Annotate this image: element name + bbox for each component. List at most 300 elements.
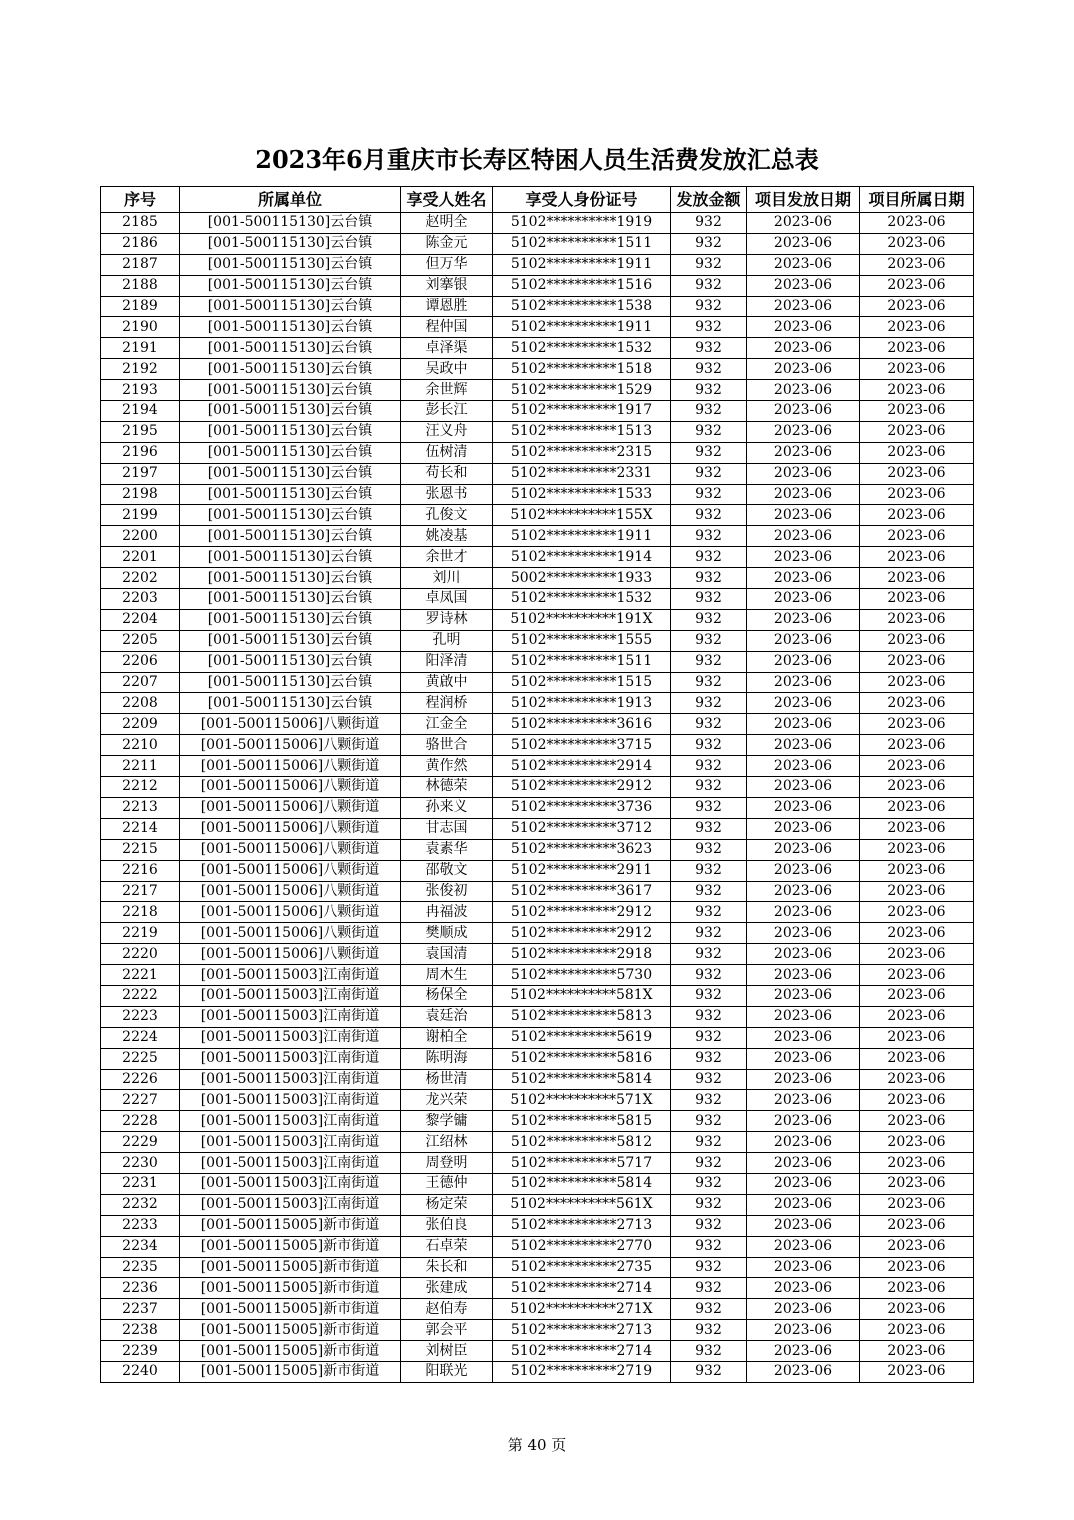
cell-issue-date: 2023-06 xyxy=(747,275,860,296)
cell-amount: 932 xyxy=(671,1320,747,1341)
cell-index: 2198 xyxy=(101,484,180,505)
cell-id-number: 5002**********1933 xyxy=(493,568,671,589)
cell-unit: [001-500115003]江南街道 xyxy=(180,1090,401,1111)
cell-issue-date: 2023-06 xyxy=(747,442,860,463)
cell-id-number: 5102**********1538 xyxy=(493,296,671,317)
cell-period-date: 2023-06 xyxy=(860,338,974,359)
cell-index: 2232 xyxy=(101,1194,180,1215)
cell-unit: [001-500115006]八颗街道 xyxy=(180,944,401,965)
cell-period-date: 2023-06 xyxy=(860,275,974,296)
cell-unit: [001-500115003]江南街道 xyxy=(180,1069,401,1090)
table-body xyxy=(101,213,974,1383)
cell-unit: [001-500115006]八颗街道 xyxy=(180,714,401,735)
column-header-id-number: 享受人身份证号 xyxy=(493,187,671,213)
cell-period-date: 2023-06 xyxy=(860,213,974,234)
cell-period-date: 2023-06 xyxy=(860,735,974,756)
cell-amount: 932 xyxy=(671,839,747,860)
cell-issue-date: 2023-06 xyxy=(747,609,860,630)
cell-amount: 932 xyxy=(671,442,747,463)
cell-index: 2236 xyxy=(101,1278,180,1299)
data-table xyxy=(100,186,974,1383)
cell-id-number: 5102**********2911 xyxy=(493,860,671,881)
cell-amount: 932 xyxy=(671,463,747,484)
cell-issue-date: 2023-06 xyxy=(747,338,860,359)
cell-id-number: 5102**********1555 xyxy=(493,630,671,651)
cell-unit: [001-500115130]云台镇 xyxy=(180,547,401,568)
cell-issue-date: 2023-06 xyxy=(747,1090,860,1111)
cell-id-number: 5102**********1529 xyxy=(493,380,671,401)
cell-index: 2205 xyxy=(101,630,180,651)
cell-amount: 932 xyxy=(671,944,747,965)
cell-issue-date: 2023-06 xyxy=(747,756,860,777)
cell-amount: 932 xyxy=(671,985,747,1006)
cell-issue-date: 2023-06 xyxy=(747,1132,860,1153)
cell-name: 龙兴荣 xyxy=(401,1090,493,1111)
cell-amount: 932 xyxy=(671,923,747,944)
table-row xyxy=(101,797,974,818)
table-row xyxy=(101,1069,974,1090)
cell-index: 2193 xyxy=(101,380,180,401)
cell-unit: [001-500115130]云台镇 xyxy=(180,275,401,296)
cell-name: 孔俊文 xyxy=(401,505,493,526)
cell-unit: [001-500115005]新市街道 xyxy=(180,1320,401,1341)
table-row xyxy=(101,1006,974,1027)
cell-name: 袁国清 xyxy=(401,944,493,965)
cell-name: 杨定荣 xyxy=(401,1194,493,1215)
column-header-amount: 发放金额 xyxy=(671,187,747,213)
cell-index: 2219 xyxy=(101,923,180,944)
cell-amount: 932 xyxy=(671,672,747,693)
table-row xyxy=(101,630,974,651)
cell-unit: [001-500115003]江南街道 xyxy=(180,1048,401,1069)
table-row xyxy=(101,359,974,380)
cell-index: 2204 xyxy=(101,609,180,630)
cell-unit: [001-500115006]八颗街道 xyxy=(180,881,401,902)
cell-amount: 932 xyxy=(671,1257,747,1278)
cell-index: 2207 xyxy=(101,672,180,693)
cell-name: 石卓荣 xyxy=(401,1236,493,1257)
cell-issue-date: 2023-06 xyxy=(747,651,860,672)
page-title: 2023年6月重庆市长寿区特困人员生活费发放汇总表 xyxy=(255,145,819,174)
cell-amount: 932 xyxy=(671,421,747,442)
cell-period-date: 2023-06 xyxy=(860,756,974,777)
cell-amount: 932 xyxy=(671,860,747,881)
table-row xyxy=(101,902,974,923)
cell-name: 谭恩胜 xyxy=(401,296,493,317)
cell-period-date: 2023-06 xyxy=(860,839,974,860)
cell-name: 赵伯寿 xyxy=(401,1299,493,1320)
table-row xyxy=(101,609,974,630)
cell-period-date: 2023-06 xyxy=(860,1320,974,1341)
cell-name: 张建成 xyxy=(401,1278,493,1299)
cell-period-date: 2023-06 xyxy=(860,1132,974,1153)
column-header-unit: 所属单位 xyxy=(180,187,401,213)
cell-issue-date: 2023-06 xyxy=(747,1361,860,1382)
cell-id-number: 5102**********1917 xyxy=(493,401,671,422)
cell-id-number: 5102**********191X xyxy=(493,609,671,630)
cell-name: 王德仲 xyxy=(401,1173,493,1194)
cell-id-number: 5102**********5619 xyxy=(493,1027,671,1048)
cell-period-date: 2023-06 xyxy=(860,777,974,798)
table-row xyxy=(101,213,974,234)
cell-index: 2229 xyxy=(101,1132,180,1153)
cell-name: 赵明全 xyxy=(401,213,493,234)
table-row xyxy=(101,1236,974,1257)
cell-unit: [001-500115130]云台镇 xyxy=(180,526,401,547)
cell-id-number: 5102**********2719 xyxy=(493,1361,671,1382)
page-number: 第 40 页 xyxy=(507,1436,567,1454)
table-row xyxy=(101,965,974,986)
cell-unit: [001-500115130]云台镇 xyxy=(180,609,401,630)
cell-index: 2202 xyxy=(101,568,180,589)
cell-unit: [001-500115003]江南街道 xyxy=(180,1006,401,1027)
cell-id-number: 5102**********3712 xyxy=(493,818,671,839)
cell-period-date: 2023-06 xyxy=(860,1257,974,1278)
table-row xyxy=(101,1194,974,1215)
cell-index: 2190 xyxy=(101,317,180,338)
cell-unit: [001-500115005]新市街道 xyxy=(180,1257,401,1278)
cell-id-number: 5102**********3623 xyxy=(493,839,671,860)
cell-issue-date: 2023-06 xyxy=(747,818,860,839)
table-row xyxy=(101,735,974,756)
table-row xyxy=(101,985,974,1006)
cell-unit: [001-500115130]云台镇 xyxy=(180,380,401,401)
cell-name: 江金全 xyxy=(401,714,493,735)
cell-issue-date: 2023-06 xyxy=(747,1278,860,1299)
cell-amount: 932 xyxy=(671,484,747,505)
cell-index: 2206 xyxy=(101,651,180,672)
cell-name: 樊顺成 xyxy=(401,923,493,944)
cell-id-number: 5102**********3616 xyxy=(493,714,671,735)
table-row xyxy=(101,442,974,463)
cell-issue-date: 2023-06 xyxy=(747,714,860,735)
table-row xyxy=(101,547,974,568)
cell-period-date: 2023-06 xyxy=(860,797,974,818)
cell-amount: 932 xyxy=(671,296,747,317)
cell-issue-date: 2023-06 xyxy=(747,380,860,401)
cell-unit: [001-500115130]云台镇 xyxy=(180,233,401,254)
cell-amount: 932 xyxy=(671,902,747,923)
cell-period-date: 2023-06 xyxy=(860,1278,974,1299)
table-row xyxy=(101,818,974,839)
cell-name: 陈金元 xyxy=(401,233,493,254)
cell-issue-date: 2023-06 xyxy=(747,254,860,275)
cell-amount: 932 xyxy=(671,317,747,338)
cell-index: 2186 xyxy=(101,233,180,254)
cell-unit: [001-500115130]云台镇 xyxy=(180,568,401,589)
cell-amount: 932 xyxy=(671,1215,747,1236)
table-row xyxy=(101,1153,974,1174)
table-row xyxy=(101,1132,974,1153)
column-header-issue-date: 项目发放日期 xyxy=(747,187,860,213)
cell-name: 刘搴银 xyxy=(401,275,493,296)
cell-unit: [001-500115005]新市街道 xyxy=(180,1278,401,1299)
cell-issue-date: 2023-06 xyxy=(747,233,860,254)
cell-amount: 932 xyxy=(671,1069,747,1090)
table-row xyxy=(101,1299,974,1320)
cell-name: 邵敬文 xyxy=(401,860,493,881)
cell-id-number: 5102**********561X xyxy=(493,1194,671,1215)
table-row xyxy=(101,1111,974,1132)
cell-amount: 932 xyxy=(671,568,747,589)
cell-index: 2222 xyxy=(101,985,180,1006)
cell-name: 刘树臣 xyxy=(401,1341,493,1362)
cell-issue-date: 2023-06 xyxy=(747,839,860,860)
cell-amount: 932 xyxy=(671,401,747,422)
cell-issue-date: 2023-06 xyxy=(747,547,860,568)
cell-name: 甘志国 xyxy=(401,818,493,839)
cell-amount: 932 xyxy=(671,1006,747,1027)
cell-index: 2200 xyxy=(101,526,180,547)
cell-amount: 932 xyxy=(671,630,747,651)
cell-amount: 932 xyxy=(671,505,747,526)
table-row xyxy=(101,1048,974,1069)
cell-amount: 932 xyxy=(671,881,747,902)
table-row xyxy=(101,296,974,317)
cell-issue-date: 2023-06 xyxy=(747,1006,860,1027)
cell-index: 2201 xyxy=(101,547,180,568)
cell-index: 2210 xyxy=(101,735,180,756)
cell-issue-date: 2023-06 xyxy=(747,505,860,526)
cell-index: 2213 xyxy=(101,797,180,818)
cell-amount: 932 xyxy=(671,1173,747,1194)
cell-period-date: 2023-06 xyxy=(860,818,974,839)
cell-id-number: 5102**********2912 xyxy=(493,777,671,798)
cell-name: 张俊初 xyxy=(401,881,493,902)
cell-period-date: 2023-06 xyxy=(860,442,974,463)
table-row xyxy=(101,317,974,338)
cell-period-date: 2023-06 xyxy=(860,359,974,380)
cell-index: 2221 xyxy=(101,965,180,986)
cell-unit: [001-500115006]八颗街道 xyxy=(180,777,401,798)
table-row xyxy=(101,923,974,944)
cell-period-date: 2023-06 xyxy=(860,693,974,714)
table-row xyxy=(101,1090,974,1111)
cell-name: 苟长和 xyxy=(401,463,493,484)
cell-issue-date: 2023-06 xyxy=(747,1236,860,1257)
cell-unit: [001-500115003]江南街道 xyxy=(180,985,401,1006)
cell-amount: 932 xyxy=(671,1341,747,1362)
table-row xyxy=(101,380,974,401)
cell-issue-date: 2023-06 xyxy=(747,923,860,944)
cell-period-date: 2023-06 xyxy=(860,421,974,442)
cell-index: 2223 xyxy=(101,1006,180,1027)
cell-id-number: 5102**********1533 xyxy=(493,484,671,505)
cell-id-number: 5102**********1511 xyxy=(493,233,671,254)
cell-unit: [001-500115006]八颗街道 xyxy=(180,735,401,756)
table-row xyxy=(101,756,974,777)
cell-name: 袁素华 xyxy=(401,839,493,860)
cell-id-number: 5102**********1919 xyxy=(493,213,671,234)
cell-unit: [001-500115005]新市街道 xyxy=(180,1215,401,1236)
table-row xyxy=(101,651,974,672)
cell-index: 2187 xyxy=(101,254,180,275)
cell-unit: [001-500115130]云台镇 xyxy=(180,484,401,505)
cell-name: 杨世清 xyxy=(401,1069,493,1090)
cell-period-date: 2023-06 xyxy=(860,630,974,651)
cell-unit: [001-500115005]新市街道 xyxy=(180,1236,401,1257)
cell-name: 吴政中 xyxy=(401,359,493,380)
cell-period-date: 2023-06 xyxy=(860,463,974,484)
cell-id-number: 5102**********1913 xyxy=(493,693,671,714)
table-row xyxy=(101,401,974,422)
cell-issue-date: 2023-06 xyxy=(747,1173,860,1194)
cell-id-number: 5102**********1518 xyxy=(493,359,671,380)
cell-index: 2220 xyxy=(101,944,180,965)
cell-index: 2211 xyxy=(101,756,180,777)
cell-issue-date: 2023-06 xyxy=(747,735,860,756)
cell-unit: [001-500115006]八颗街道 xyxy=(180,756,401,777)
cell-name: 黄啟中 xyxy=(401,672,493,693)
cell-unit: [001-500115130]云台镇 xyxy=(180,213,401,234)
cell-issue-date: 2023-06 xyxy=(747,1048,860,1069)
cell-index: 2235 xyxy=(101,1257,180,1278)
cell-issue-date: 2023-06 xyxy=(747,401,860,422)
cell-issue-date: 2023-06 xyxy=(747,463,860,484)
cell-id-number: 5102**********1911 xyxy=(493,254,671,275)
table-row xyxy=(101,338,974,359)
column-header-name: 享受人姓名 xyxy=(401,187,493,213)
table-row xyxy=(101,714,974,735)
cell-unit: [001-500115130]云台镇 xyxy=(180,589,401,610)
cell-name: 谢柏全 xyxy=(401,1027,493,1048)
cell-period-date: 2023-06 xyxy=(860,1153,974,1174)
table-row xyxy=(101,672,974,693)
cell-index: 2194 xyxy=(101,401,180,422)
cell-period-date: 2023-06 xyxy=(860,568,974,589)
cell-period-date: 2023-06 xyxy=(860,609,974,630)
cell-name: 张恩书 xyxy=(401,484,493,505)
cell-name: 卓泽渠 xyxy=(401,338,493,359)
cell-period-date: 2023-06 xyxy=(860,380,974,401)
cell-index: 2209 xyxy=(101,714,180,735)
cell-period-date: 2023-06 xyxy=(860,1027,974,1048)
cell-issue-date: 2023-06 xyxy=(747,1341,860,1362)
cell-period-date: 2023-06 xyxy=(860,547,974,568)
cell-amount: 932 xyxy=(671,797,747,818)
cell-issue-date: 2023-06 xyxy=(747,317,860,338)
cell-period-date: 2023-06 xyxy=(860,233,974,254)
cell-period-date: 2023-06 xyxy=(860,526,974,547)
cell-id-number: 5102**********3715 xyxy=(493,735,671,756)
cell-unit: [001-500115003]江南街道 xyxy=(180,1111,401,1132)
table-row xyxy=(101,1173,974,1194)
cell-unit: [001-500115005]新市街道 xyxy=(180,1361,401,1382)
cell-index: 2214 xyxy=(101,818,180,839)
cell-name: 刘川 xyxy=(401,568,493,589)
cell-period-date: 2023-06 xyxy=(860,1069,974,1090)
cell-unit: [001-500115006]八颗街道 xyxy=(180,839,401,860)
cell-index: 2226 xyxy=(101,1069,180,1090)
cell-index: 2230 xyxy=(101,1153,180,1174)
cell-amount: 932 xyxy=(671,693,747,714)
cell-id-number: 5102**********5814 xyxy=(493,1173,671,1194)
cell-unit: [001-500115130]云台镇 xyxy=(180,359,401,380)
cell-id-number: 5102**********571X xyxy=(493,1090,671,1111)
cell-name: 但万华 xyxy=(401,254,493,275)
cell-amount: 932 xyxy=(671,1299,747,1320)
cell-name: 程仲国 xyxy=(401,317,493,338)
cell-unit: [001-500115130]云台镇 xyxy=(180,317,401,338)
cell-index: 2185 xyxy=(101,213,180,234)
table-row xyxy=(101,1361,974,1382)
cell-name: 彭长江 xyxy=(401,401,493,422)
cell-period-date: 2023-06 xyxy=(860,672,974,693)
cell-name: 姚凌基 xyxy=(401,526,493,547)
cell-amount: 932 xyxy=(671,609,747,630)
table-row xyxy=(101,839,974,860)
table-row xyxy=(101,1257,974,1278)
cell-index: 2217 xyxy=(101,881,180,902)
cell-index: 2197 xyxy=(101,463,180,484)
cell-name: 冉福波 xyxy=(401,902,493,923)
cell-unit: [001-500115130]云台镇 xyxy=(180,254,401,275)
cell-period-date: 2023-06 xyxy=(860,1194,974,1215)
cell-period-date: 2023-06 xyxy=(860,1048,974,1069)
cell-index: 2215 xyxy=(101,839,180,860)
cell-id-number: 5102**********2713 xyxy=(493,1215,671,1236)
cell-period-date: 2023-06 xyxy=(860,1111,974,1132)
cell-index: 2203 xyxy=(101,589,180,610)
cell-issue-date: 2023-06 xyxy=(747,1299,860,1320)
cell-index: 2224 xyxy=(101,1027,180,1048)
cell-name: 黎学镛 xyxy=(401,1111,493,1132)
cell-id-number: 5102**********155X xyxy=(493,505,671,526)
cell-id-number: 5102**********1513 xyxy=(493,421,671,442)
cell-unit: [001-500115006]八颗街道 xyxy=(180,797,401,818)
cell-id-number: 5102**********3617 xyxy=(493,881,671,902)
cell-unit: [001-500115006]八颗街道 xyxy=(180,860,401,881)
cell-id-number: 5102**********2714 xyxy=(493,1278,671,1299)
cell-id-number: 5102**********5814 xyxy=(493,1069,671,1090)
cell-period-date: 2023-06 xyxy=(860,296,974,317)
cell-issue-date: 2023-06 xyxy=(747,797,860,818)
cell-id-number: 5102**********2735 xyxy=(493,1257,671,1278)
cell-amount: 932 xyxy=(671,1027,747,1048)
cell-name: 阳泽清 xyxy=(401,651,493,672)
cell-amount: 932 xyxy=(671,1132,747,1153)
cell-index: 2231 xyxy=(101,1173,180,1194)
cell-amount: 932 xyxy=(671,275,747,296)
cell-period-date: 2023-06 xyxy=(860,1341,974,1362)
cell-name: 袁廷治 xyxy=(401,1006,493,1027)
cell-amount: 932 xyxy=(671,1111,747,1132)
cell-id-number: 5102**********2918 xyxy=(493,944,671,965)
cell-id-number: 5102**********1515 xyxy=(493,672,671,693)
cell-name: 江绍林 xyxy=(401,1132,493,1153)
cell-index: 2234 xyxy=(101,1236,180,1257)
cell-name: 罗诗林 xyxy=(401,609,493,630)
table-row xyxy=(101,777,974,798)
cell-period-date: 2023-06 xyxy=(860,902,974,923)
cell-name: 陈明海 xyxy=(401,1048,493,1069)
cell-amount: 932 xyxy=(671,1194,747,1215)
cell-issue-date: 2023-06 xyxy=(747,484,860,505)
cell-unit: [001-500115130]云台镇 xyxy=(180,630,401,651)
table-row xyxy=(101,1341,974,1362)
cell-unit: [001-500115130]云台镇 xyxy=(180,693,401,714)
cell-id-number: 5102**********5815 xyxy=(493,1111,671,1132)
cell-id-number: 5102**********2331 xyxy=(493,463,671,484)
cell-issue-date: 2023-06 xyxy=(747,965,860,986)
cell-name: 余世辉 xyxy=(401,380,493,401)
cell-amount: 932 xyxy=(671,818,747,839)
cell-id-number: 5102**********1532 xyxy=(493,589,671,610)
cell-id-number: 5102**********271X xyxy=(493,1299,671,1320)
cell-period-date: 2023-06 xyxy=(860,944,974,965)
cell-issue-date: 2023-06 xyxy=(747,359,860,380)
cell-amount: 932 xyxy=(671,1048,747,1069)
